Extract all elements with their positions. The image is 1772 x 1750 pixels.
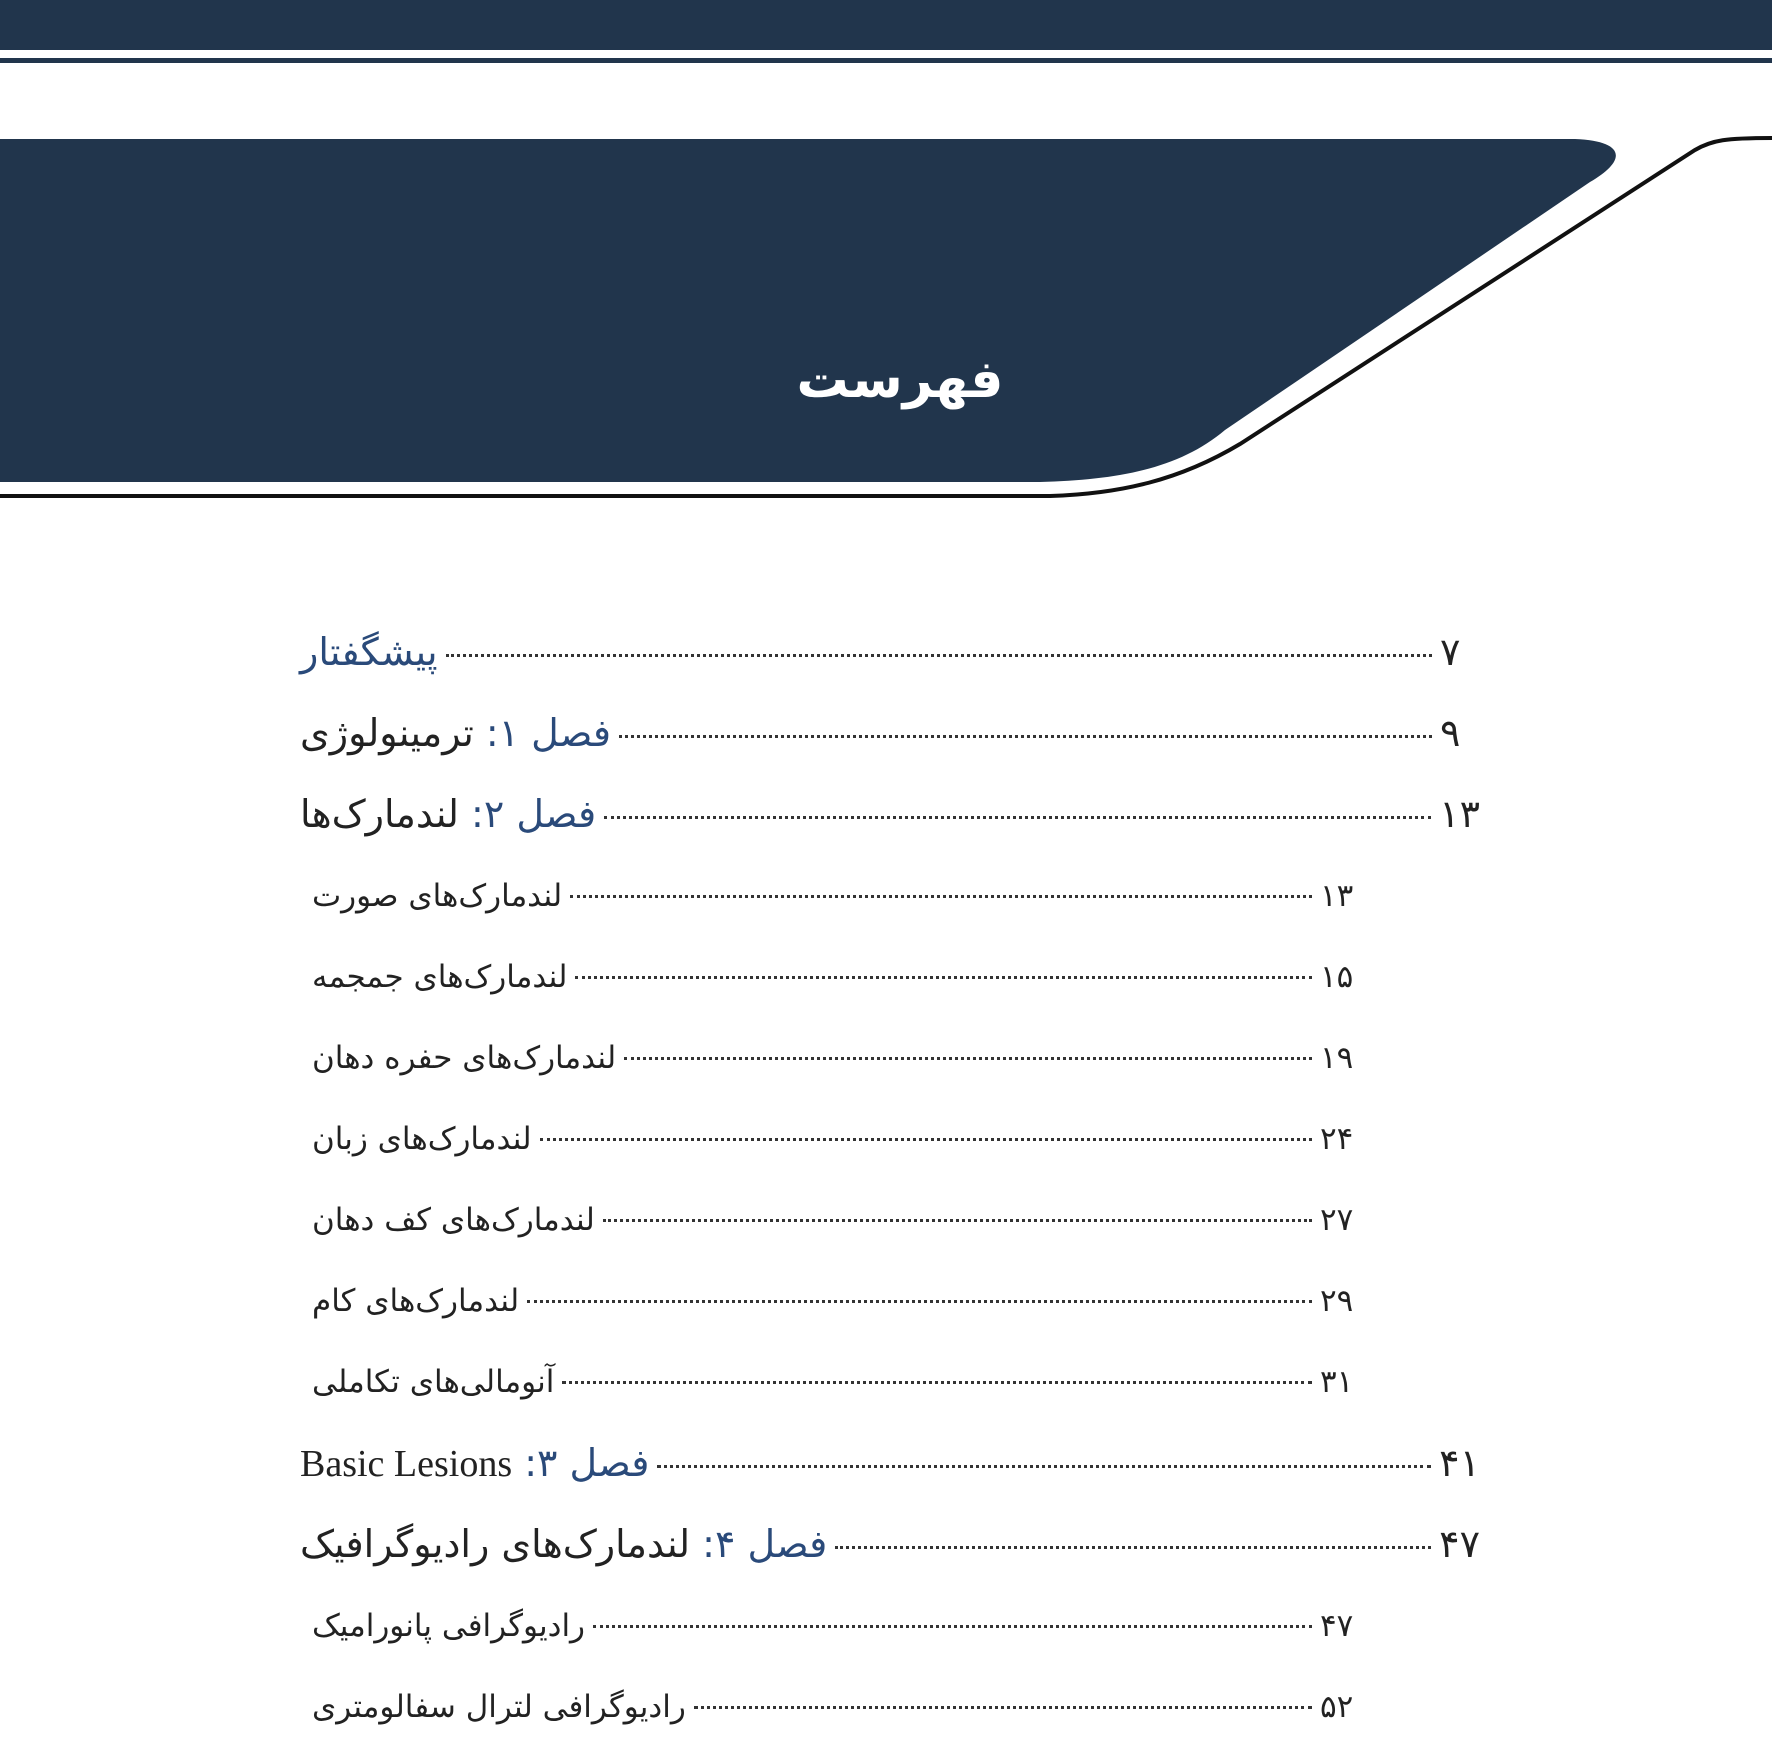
chapter-prefix: فصل ۴:: [702, 1522, 828, 1566]
dot-leader: [562, 1381, 1312, 1384]
dot-leader: [603, 1219, 1312, 1222]
toc-entry-section[interactable]: [312, 1600, 1360, 1652]
dot-leader: [657, 1465, 1431, 1468]
toc-entry-section[interactable]: [312, 1275, 1360, 1327]
toc-entry-title: لندمارک‌های جمجمه: [312, 959, 568, 995]
toc-entry-page: ۱۵: [1320, 959, 1354, 995]
page-title: فهرست: [796, 350, 1004, 410]
dot-leader: [835, 1546, 1431, 1549]
toc-entry-page: ۷: [1440, 630, 1461, 674]
toc-entry-page: ۲۷: [1320, 1202, 1354, 1238]
toc-entry-title: [300, 1433, 649, 1494]
toc-entry-title: رادیوگرافی پانورامیک: [312, 1608, 586, 1644]
toc-entry-chapter-2[interactable]: [300, 784, 1480, 844]
toc-entry-title: [300, 784, 596, 844]
toc-entry-chapter-4[interactable]: [300, 1514, 1480, 1574]
toc-entry-page: ۵۲: [1320, 1689, 1354, 1725]
toc-entry-page: ۱۹: [1320, 1040, 1354, 1076]
toc-entry-title: [300, 1514, 827, 1574]
dot-leader: [694, 1706, 1312, 1709]
toc-entry-chapter-3[interactable]: [300, 1433, 1480, 1493]
toc-entry-title: لندمارک‌های کف دهان: [312, 1202, 595, 1238]
toc-entry-title: پیشگفتار: [300, 630, 438, 674]
toc-entry-section[interactable]: [312, 951, 1360, 1003]
toc-entry-section[interactable]: [312, 1356, 1360, 1408]
toc-entry-title: لندمارک‌های صورت: [312, 878, 563, 914]
toc-entry-section[interactable]: [312, 1194, 1360, 1246]
toc-entry-page: ۴۱: [1439, 1441, 1480, 1485]
toc-entry-page: ۴۷: [1439, 1522, 1480, 1566]
toc-entry-page: ۱۳: [1439, 792, 1480, 836]
dot-leader: [570, 895, 1312, 898]
toc-entry-page: ۳۱: [1320, 1364, 1354, 1400]
toc-entry-page: ۲۹: [1320, 1283, 1354, 1319]
toc-entry-section[interactable]: [312, 1113, 1360, 1165]
toc-entry-section[interactable]: [312, 1032, 1360, 1084]
dot-leader: [527, 1300, 1312, 1303]
toc-entry-title: آنومالی‌های تکاملی: [312, 1364, 555, 1400]
toc-entry-title: رادیوگرافی لترال سفالومتری: [312, 1689, 686, 1725]
dot-leader: [604, 816, 1431, 819]
toc-entry-preface[interactable]: [300, 622, 1480, 682]
toc-entry-section[interactable]: [312, 1681, 1360, 1733]
toc-entry-page: ۲۴: [1320, 1121, 1354, 1157]
dot-leader: [446, 654, 1432, 657]
chapter-prefix: فصل ۳:: [524, 1441, 650, 1485]
toc-entry-title: [300, 703, 611, 763]
toc-entry-page: ۱۳: [1320, 878, 1354, 914]
dot-leader: [619, 735, 1432, 738]
toc-entry-chapter-1[interactable]: [300, 703, 1480, 763]
toc-entry-page: ۹: [1440, 711, 1461, 755]
chapter-title: لندمارک‌ها: [300, 792, 459, 836]
toc-entry-page: ۴۷: [1320, 1608, 1354, 1644]
toc-entry-title: لندمارک‌های کام: [312, 1283, 520, 1319]
toc-entry-title: لندمارک‌های زبان: [312, 1121, 532, 1157]
dot-leader: [593, 1625, 1312, 1628]
chapter-title: لندمارک‌های رادیوگرافیک: [300, 1522, 691, 1566]
chapter-prefix: فصل ۲:: [471, 792, 597, 836]
toc-entry-title: لندمارک‌های حفره دهان: [312, 1040, 617, 1076]
chapter-title: ترمینولوژی: [300, 711, 474, 755]
dot-leader: [540, 1138, 1312, 1141]
chapter-prefix: فصل ۱:: [485, 711, 612, 755]
toc-entry-section[interactable]: [312, 870, 1360, 922]
dot-leader: [575, 976, 1312, 979]
chapter-title: Basic Lesions: [300, 1443, 513, 1485]
dot-leader: [624, 1057, 1312, 1060]
